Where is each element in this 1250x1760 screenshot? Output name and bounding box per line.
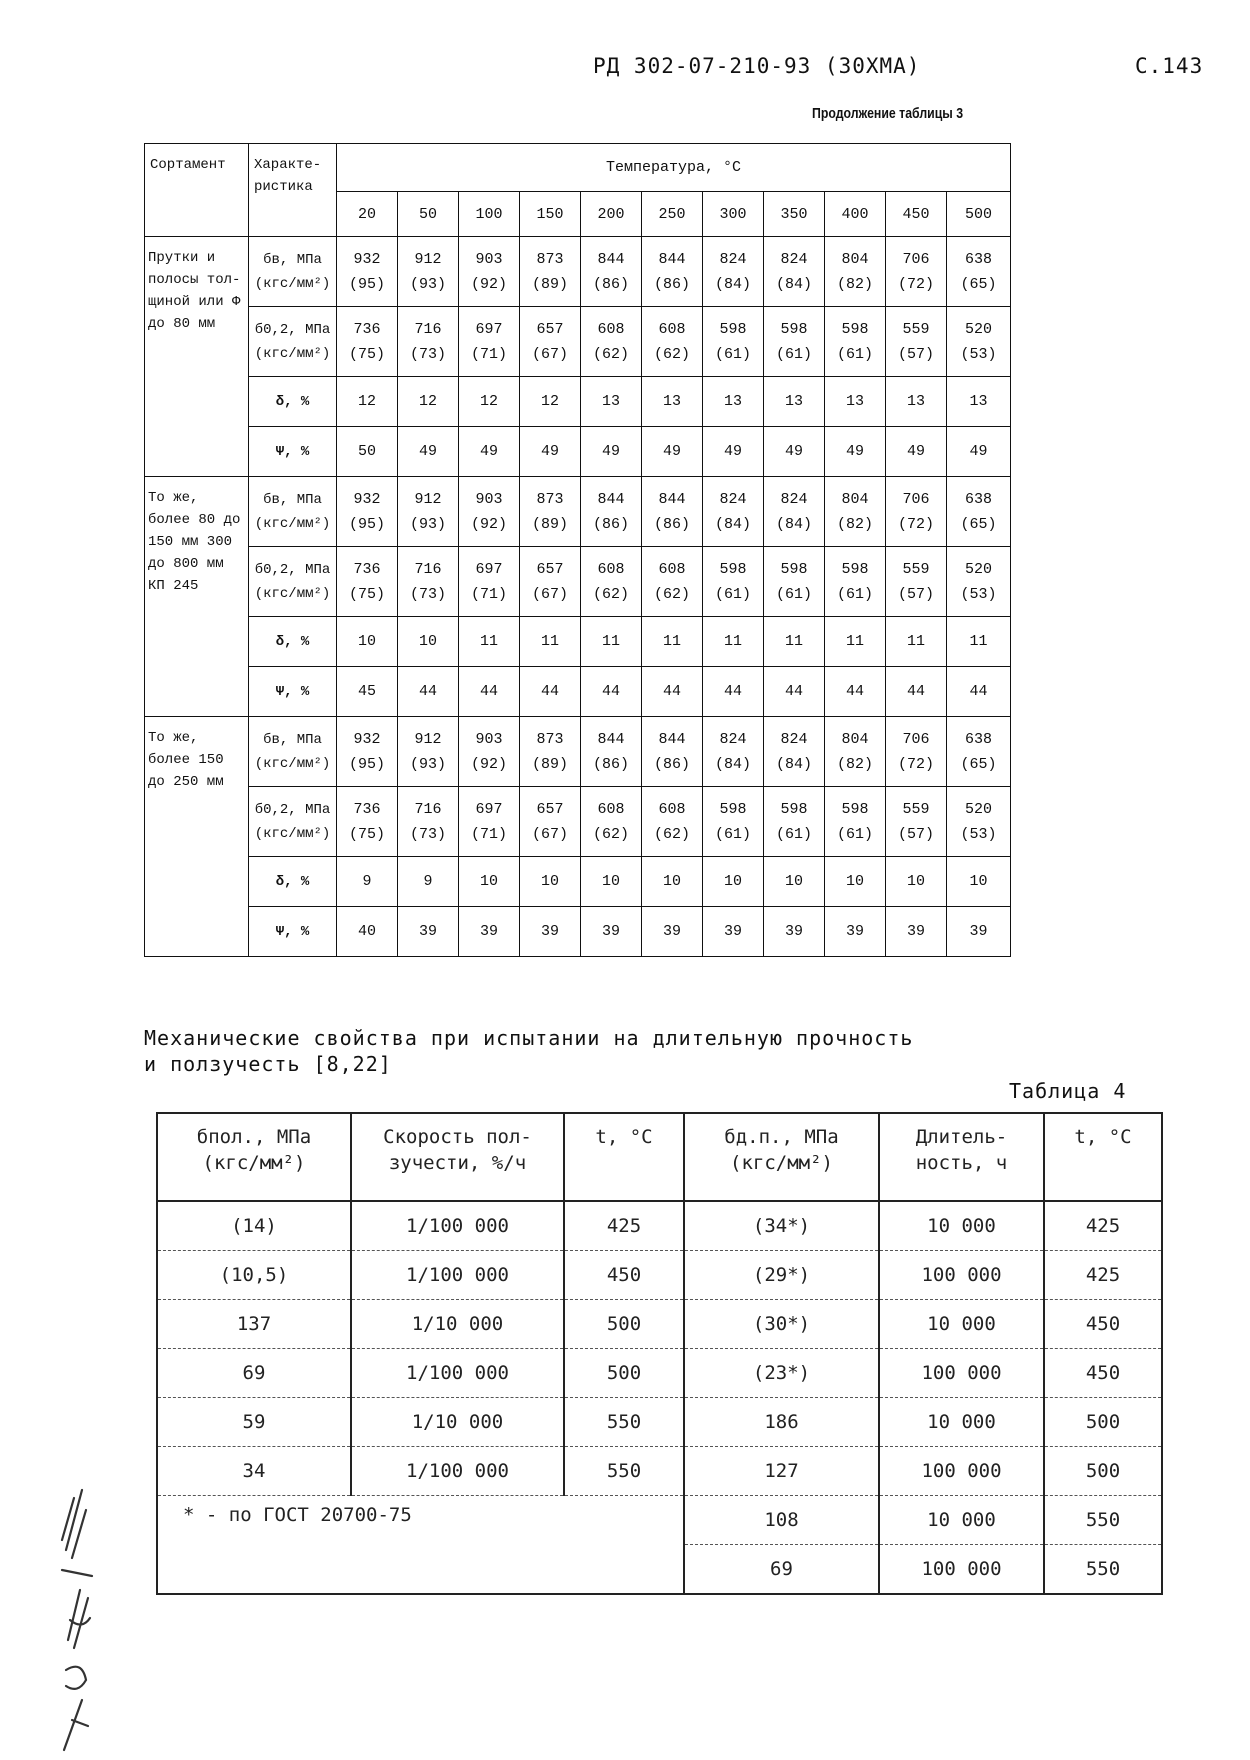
creep-value-cell: 59 — [157, 1398, 351, 1447]
value-cell: 598 (61) — [825, 787, 886, 857]
value-cell: 49 — [703, 427, 764, 477]
value-cell: 697 (71) — [459, 547, 520, 617]
strength-value-cell: 10 000 — [879, 1496, 1044, 1545]
value-cell: 804 (82) — [825, 717, 886, 787]
value-cell: 804 (82) — [825, 237, 886, 307]
characteristic-cell: бв, МПа (кгс/мм²) — [249, 477, 337, 547]
value-cell: 824 (84) — [764, 237, 825, 307]
value-cell: 44 — [703, 667, 764, 717]
value-cell: 49 — [398, 427, 459, 477]
value-cell: 10 — [581, 857, 642, 907]
table-row — [145, 377, 1011, 427]
value-cell: 39 — [886, 907, 947, 957]
value-cell: 12 — [520, 377, 581, 427]
value-cell: 10 — [825, 857, 886, 907]
sortament-cell: То же, более 150 до 250 мм — [145, 717, 249, 957]
strength-value-cell: 500 — [1044, 1447, 1162, 1496]
value-cell: 520 (53) — [947, 547, 1011, 617]
value-cell: 559 (57) — [886, 307, 947, 377]
value-cell: 598 (61) — [764, 787, 825, 857]
creep-value-cell: (10,5) — [157, 1251, 351, 1300]
creep-value-cell: 1/100 000 — [351, 1251, 564, 1300]
strength-value-cell: 550 — [1044, 1496, 1162, 1545]
value-cell: 39 — [825, 907, 886, 957]
value-cell: 873 (89) — [520, 477, 581, 547]
value-cell: 844 (86) — [642, 717, 703, 787]
creep-value-cell: 1/100 000 — [351, 1447, 564, 1496]
value-cell: 10 — [520, 857, 581, 907]
value-cell: 873 (89) — [520, 717, 581, 787]
value-cell: 844 (86) — [642, 477, 703, 547]
value-cell: 520 (53) — [947, 787, 1011, 857]
value-cell: 49 — [581, 427, 642, 477]
value-cell: 49 — [520, 427, 581, 477]
page-number: С.143 — [1135, 54, 1204, 78]
value-cell: 716 (73) — [398, 307, 459, 377]
value-cell: 844 (86) — [581, 717, 642, 787]
value-cell: 49 — [764, 427, 825, 477]
strength-value-cell: (23*) — [684, 1349, 879, 1398]
temp-header-20: 20 — [337, 192, 398, 237]
value-cell: 13 — [947, 377, 1011, 427]
value-cell: 13 — [825, 377, 886, 427]
table-row — [157, 1496, 1162, 1545]
value-cell: 10 — [459, 857, 520, 907]
value-cell: 932 (95) — [337, 237, 398, 307]
characteristic-cell: бв, МПа (кгс/мм²) — [249, 237, 337, 307]
value-cell: 13 — [642, 377, 703, 427]
table-row — [157, 1447, 1162, 1496]
value-cell: 804 (82) — [825, 477, 886, 547]
value-cell: 736 (75) — [337, 547, 398, 617]
value-cell: 10 — [398, 617, 459, 667]
temp-header-200: 200 — [581, 192, 642, 237]
temp-header-400: 400 — [825, 192, 886, 237]
creep-value-cell: 1/100 000 — [351, 1201, 564, 1251]
strength-value-cell: (34*) — [684, 1201, 879, 1251]
value-cell: 638 (65) — [947, 477, 1011, 547]
table-row — [145, 667, 1011, 717]
temp-header-150: 150 — [520, 192, 581, 237]
value-cell: 9 — [398, 857, 459, 907]
value-cell: 44 — [825, 667, 886, 717]
strength-value-cell: (29*) — [684, 1251, 879, 1300]
strength-value-cell: (30*) — [684, 1300, 879, 1349]
value-cell: 657 (67) — [520, 547, 581, 617]
value-cell: 608 (62) — [642, 547, 703, 617]
creep-value-cell: 550 — [564, 1398, 684, 1447]
value-cell: 903 (92) — [459, 477, 520, 547]
value-cell: 39 — [764, 907, 825, 957]
value-cell: 12 — [459, 377, 520, 427]
table-row — [157, 1398, 1162, 1447]
col-header-characteristic: Характе- ристика — [249, 144, 337, 237]
table-footnote: * - по ГОСТ 20700-75 — [157, 1496, 684, 1595]
table-row — [157, 1300, 1162, 1349]
strength-value-cell: 127 — [684, 1447, 879, 1496]
value-cell: 697 (71) — [459, 307, 520, 377]
value-cell: 598 (61) — [703, 787, 764, 857]
table-3 — [144, 143, 1011, 957]
temp-header-500: 500 — [947, 192, 1011, 237]
value-cell: 598 (61) — [703, 547, 764, 617]
table-header-row — [157, 1113, 1162, 1201]
value-cell: 559 (57) — [886, 787, 947, 857]
temp-header-250: 250 — [642, 192, 703, 237]
value-cell: 716 (73) — [398, 547, 459, 617]
characteristic-cell: б0,2, МПа (кгс/мм²) — [249, 787, 337, 857]
creep-value-cell: 425 — [564, 1201, 684, 1251]
creep-value-cell: 1/10 000 — [351, 1300, 564, 1349]
value-cell: 10 — [764, 857, 825, 907]
value-cell: 39 — [398, 907, 459, 957]
value-cell: 44 — [398, 667, 459, 717]
value-cell: 39 — [520, 907, 581, 957]
strength-value-cell: 108 — [684, 1496, 879, 1545]
characteristic-cell: бв, МПа (кгс/мм²) — [249, 717, 337, 787]
value-cell: 873 (89) — [520, 237, 581, 307]
value-cell: 10 — [947, 857, 1011, 907]
value-cell: 39 — [642, 907, 703, 957]
value-cell: 49 — [642, 427, 703, 477]
value-cell: 932 (95) — [337, 717, 398, 787]
value-cell: 520 (53) — [947, 307, 1011, 377]
creep-value-cell: 69 — [157, 1349, 351, 1398]
col-header-temperature: Температура, °С — [337, 144, 1011, 192]
value-cell: 44 — [642, 667, 703, 717]
value-cell: 10 — [703, 857, 764, 907]
column-header: бд.п., МПа (кгс/мм²) — [684, 1113, 879, 1201]
value-cell: 903 (92) — [459, 237, 520, 307]
value-cell: 608 (62) — [581, 787, 642, 857]
value-cell: 824 (84) — [703, 477, 764, 547]
value-cell: 598 (61) — [825, 307, 886, 377]
value-cell: 9 — [337, 857, 398, 907]
value-cell: 11 — [764, 617, 825, 667]
value-cell: 657 (67) — [520, 307, 581, 377]
strength-value-cell: 550 — [1044, 1545, 1162, 1595]
col-header-sortament: Сортамент — [145, 144, 249, 237]
value-cell: 912 (93) — [398, 477, 459, 547]
value-cell: 598 (61) — [764, 547, 825, 617]
temp-header-50: 50 — [398, 192, 459, 237]
column-header: Длитель- ность, ч — [879, 1113, 1044, 1201]
value-cell: 12 — [337, 377, 398, 427]
value-cell: 39 — [703, 907, 764, 957]
value-cell: 932 (95) — [337, 477, 398, 547]
table-continuation-label: Продолжение таблицы 3 — [812, 105, 964, 122]
value-cell: 598 (61) — [703, 307, 764, 377]
column-header: t, °С — [564, 1113, 684, 1201]
creep-value-cell: 550 — [564, 1447, 684, 1496]
characteristic-cell: Ψ, % — [249, 667, 337, 717]
value-cell: 706 (72) — [886, 237, 947, 307]
temp-header-300: 300 — [703, 192, 764, 237]
strength-value-cell: 69 — [684, 1545, 879, 1595]
table-row — [145, 307, 1011, 377]
value-cell: 13 — [886, 377, 947, 427]
value-cell: 11 — [642, 617, 703, 667]
table-row — [157, 1201, 1162, 1251]
table-row — [145, 907, 1011, 957]
column-header: Скорость пол- зучести, %/ч — [351, 1113, 564, 1201]
value-cell: 44 — [520, 667, 581, 717]
value-cell: 44 — [764, 667, 825, 717]
value-cell: 824 (84) — [764, 477, 825, 547]
table-4 — [156, 1112, 1163, 1595]
value-cell: 706 (72) — [886, 717, 947, 787]
value-cell: 49 — [886, 427, 947, 477]
value-cell: 706 (72) — [886, 477, 947, 547]
characteristic-cell: Ψ, % — [249, 907, 337, 957]
strength-value-cell: 425 — [1044, 1201, 1162, 1251]
value-cell: 844 (86) — [642, 237, 703, 307]
column-header: бпол., МПа (кгс/мм²) — [157, 1113, 351, 1201]
creep-value-cell: 137 — [157, 1300, 351, 1349]
value-cell: 11 — [886, 617, 947, 667]
value-cell: 697 (71) — [459, 787, 520, 857]
table-row — [157, 1251, 1162, 1300]
creep-value-cell: 1/100 000 — [351, 1349, 564, 1398]
value-cell: 638 (65) — [947, 717, 1011, 787]
value-cell: 13 — [581, 377, 642, 427]
caption-line-1: Механические свойства при испытании на длительную прочность — [144, 1026, 914, 1050]
temp-header-100: 100 — [459, 192, 520, 237]
value-cell: 736 (75) — [337, 307, 398, 377]
value-cell: 11 — [825, 617, 886, 667]
temp-header-350: 350 — [764, 192, 825, 237]
strength-value-cell: 100 000 — [879, 1251, 1044, 1300]
document-code: РД 302-07-210-93 (30ХМА) — [593, 54, 921, 78]
caption-line-2: и ползучесть [8,22] — [144, 1052, 392, 1076]
table-row — [145, 787, 1011, 857]
value-cell: 13 — [764, 377, 825, 427]
characteristic-cell: б0,2, МПа (кгс/мм²) — [249, 307, 337, 377]
value-cell: 10 — [337, 617, 398, 667]
value-cell: 844 (86) — [581, 237, 642, 307]
strength-value-cell: 500 — [1044, 1398, 1162, 1447]
characteristic-cell: δ, % — [249, 857, 337, 907]
characteristic-cell: δ, % — [249, 617, 337, 667]
value-cell: 44 — [886, 667, 947, 717]
characteristic-cell: δ, % — [249, 377, 337, 427]
creep-value-cell: 500 — [564, 1349, 684, 1398]
table-row — [145, 477, 1011, 547]
value-cell: 844 (86) — [581, 477, 642, 547]
strength-value-cell: 450 — [1044, 1349, 1162, 1398]
value-cell: 11 — [703, 617, 764, 667]
value-cell: 39 — [947, 907, 1011, 957]
creep-value-cell: 34 — [157, 1447, 351, 1496]
value-cell: 559 (57) — [886, 547, 947, 617]
value-cell: 49 — [825, 427, 886, 477]
value-cell: 716 (73) — [398, 787, 459, 857]
strength-value-cell: 10 000 — [879, 1201, 1044, 1251]
handwritten-archive-mark — [52, 1480, 98, 1760]
value-cell: 11 — [581, 617, 642, 667]
value-cell: 13 — [703, 377, 764, 427]
value-cell: 10 — [642, 857, 703, 907]
value-cell: 824 (84) — [703, 717, 764, 787]
value-cell: 49 — [459, 427, 520, 477]
value-cell: 608 (62) — [642, 787, 703, 857]
value-cell: 598 (61) — [764, 307, 825, 377]
value-cell: 44 — [947, 667, 1011, 717]
column-header: t, °С — [1044, 1113, 1162, 1201]
sortament-cell: Прутки и полосы тол-щиной или Ф до 80 мм — [145, 237, 249, 477]
value-cell: 10 — [886, 857, 947, 907]
value-cell: 11 — [947, 617, 1011, 667]
value-cell: 598 (61) — [825, 547, 886, 617]
sortament-cell: То же, более 80 до 150 мм 300 до 800 мм КП 245 — [145, 477, 249, 717]
value-cell: 824 (84) — [764, 717, 825, 787]
value-cell: 736 (75) — [337, 787, 398, 857]
strength-value-cell: 186 — [684, 1398, 879, 1447]
table-row — [145, 547, 1011, 617]
value-cell: 11 — [520, 617, 581, 667]
value-cell: 45 — [337, 667, 398, 717]
creep-value-cell: 450 — [564, 1251, 684, 1300]
table-row — [145, 617, 1011, 667]
value-cell: 912 (93) — [398, 717, 459, 787]
value-cell: 657 (67) — [520, 787, 581, 857]
characteristic-cell: б0,2, МПа (кгс/мм²) — [249, 547, 337, 617]
creep-value-cell: (14) — [157, 1201, 351, 1251]
value-cell: 638 (65) — [947, 237, 1011, 307]
characteristic-cell: Ψ, % — [249, 427, 337, 477]
creep-value-cell: 500 — [564, 1300, 684, 1349]
value-cell: 608 (62) — [581, 307, 642, 377]
value-cell: 44 — [581, 667, 642, 717]
strength-value-cell: 10 000 — [879, 1300, 1044, 1349]
strength-value-cell: 100 000 — [879, 1447, 1044, 1496]
strength-value-cell: 100 000 — [879, 1349, 1044, 1398]
strength-value-cell: 450 — [1044, 1300, 1162, 1349]
table-row — [145, 717, 1011, 787]
value-cell: 608 (62) — [642, 307, 703, 377]
table-row — [145, 427, 1011, 477]
creep-value-cell: 1/10 000 — [351, 1398, 564, 1447]
value-cell: 39 — [581, 907, 642, 957]
temp-header-450: 450 — [886, 192, 947, 237]
value-cell: 44 — [459, 667, 520, 717]
value-cell: 608 (62) — [581, 547, 642, 617]
strength-value-cell: 100 000 — [879, 1545, 1044, 1595]
strength-value-cell: 425 — [1044, 1251, 1162, 1300]
value-cell: 903 (92) — [459, 717, 520, 787]
table-row — [145, 857, 1011, 907]
table-row — [145, 237, 1011, 307]
table-4-label: Таблица 4 — [1009, 1079, 1127, 1103]
value-cell: 12 — [398, 377, 459, 427]
value-cell: 49 — [947, 427, 1011, 477]
value-cell: 824 (84) — [703, 237, 764, 307]
value-cell: 11 — [459, 617, 520, 667]
value-cell: 40 — [337, 907, 398, 957]
value-cell: 50 — [337, 427, 398, 477]
table-4-caption — [144, 1025, 913, 1077]
strength-value-cell: 10 000 — [879, 1398, 1044, 1447]
value-cell: 912 (93) — [398, 237, 459, 307]
table-row — [157, 1349, 1162, 1398]
value-cell: 39 — [459, 907, 520, 957]
